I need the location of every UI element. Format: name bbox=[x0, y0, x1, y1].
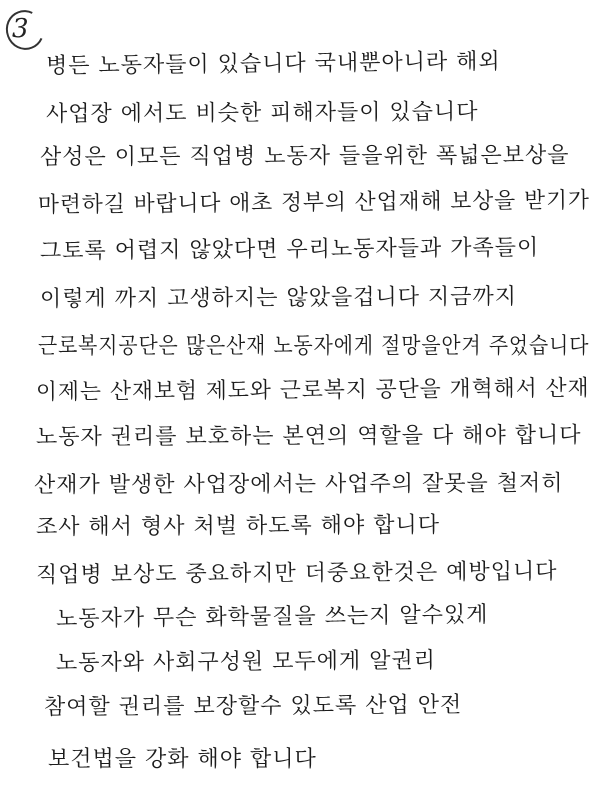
text-line bbox=[36, 375, 590, 407]
text-line-content: 산재가 발생한 사업장에서는 사업주의 잘못을 철저히 bbox=[33, 471, 564, 498]
text-line bbox=[36, 558, 558, 590]
text-line-content: 노동자가 무슨 화학물질을 쓰는지 알수있게 bbox=[55, 602, 489, 632]
text-line bbox=[40, 284, 517, 314]
text-line bbox=[56, 647, 436, 678]
text-line-content: 근로복지공단은 많은산재 노동자에게 절망을안겨 주었습니다 bbox=[38, 334, 590, 359]
text-line bbox=[48, 746, 317, 774]
text-line bbox=[36, 512, 440, 542]
text-line bbox=[38, 187, 590, 220]
text-line-content: 그토록 어렵지 않았다면 우리노동자들과 가족들이 bbox=[39, 235, 540, 264]
text-line-content: 노동자와 사회구성원 모두에게 알권리 bbox=[55, 648, 437, 676]
text-line bbox=[46, 48, 501, 81]
text-line-content: 사업장 에서도 비슷한 피해자들이 있습니다 bbox=[45, 99, 479, 127]
text-line-content: 이제는 산재보험 제도와 근로복지 공단을 개혁해서 산재 bbox=[35, 376, 590, 405]
text-line-content: 직업병 보상도 중요하지만 더중요한것은 예방입니다 bbox=[35, 559, 558, 588]
page-number: 3 bbox=[12, 14, 29, 44]
text-line-content: 병든 노동자들이 있습니다 국내뿐아니라 해외 bbox=[45, 49, 501, 79]
text-line-content: 노동자 권리를 보호하는 본연의 역할을 다 해야 합니다 bbox=[35, 423, 582, 450]
text-line-content: 참여할 권리를 보장할수 있도록 산업 안전 bbox=[43, 692, 463, 720]
text-line bbox=[38, 333, 589, 361]
text-line bbox=[40, 142, 570, 172]
text-line-content: 보건법을 강화 해야 합니다 bbox=[48, 747, 317, 772]
text-line-content: 삼성은 이모든 직업병 노동자 들을위한 폭넓은보상을 bbox=[39, 143, 570, 170]
text-line bbox=[46, 99, 479, 129]
text-line bbox=[40, 235, 539, 266]
text-line bbox=[36, 422, 582, 452]
text-line-content: 마련하길 바랍니다 애초 정부의 산업재해 보상을 받기가 bbox=[37, 188, 591, 218]
text-line-content: 이렇게 까지 고생하지는 않았을겁니다 지금까지 bbox=[39, 284, 518, 312]
text-line-content: 조사 해서 형사 처벌 하도록 해야 합니다 bbox=[35, 512, 441, 540]
text-line bbox=[44, 692, 462, 722]
text-line bbox=[34, 470, 564, 500]
text-line bbox=[56, 601, 489, 634]
